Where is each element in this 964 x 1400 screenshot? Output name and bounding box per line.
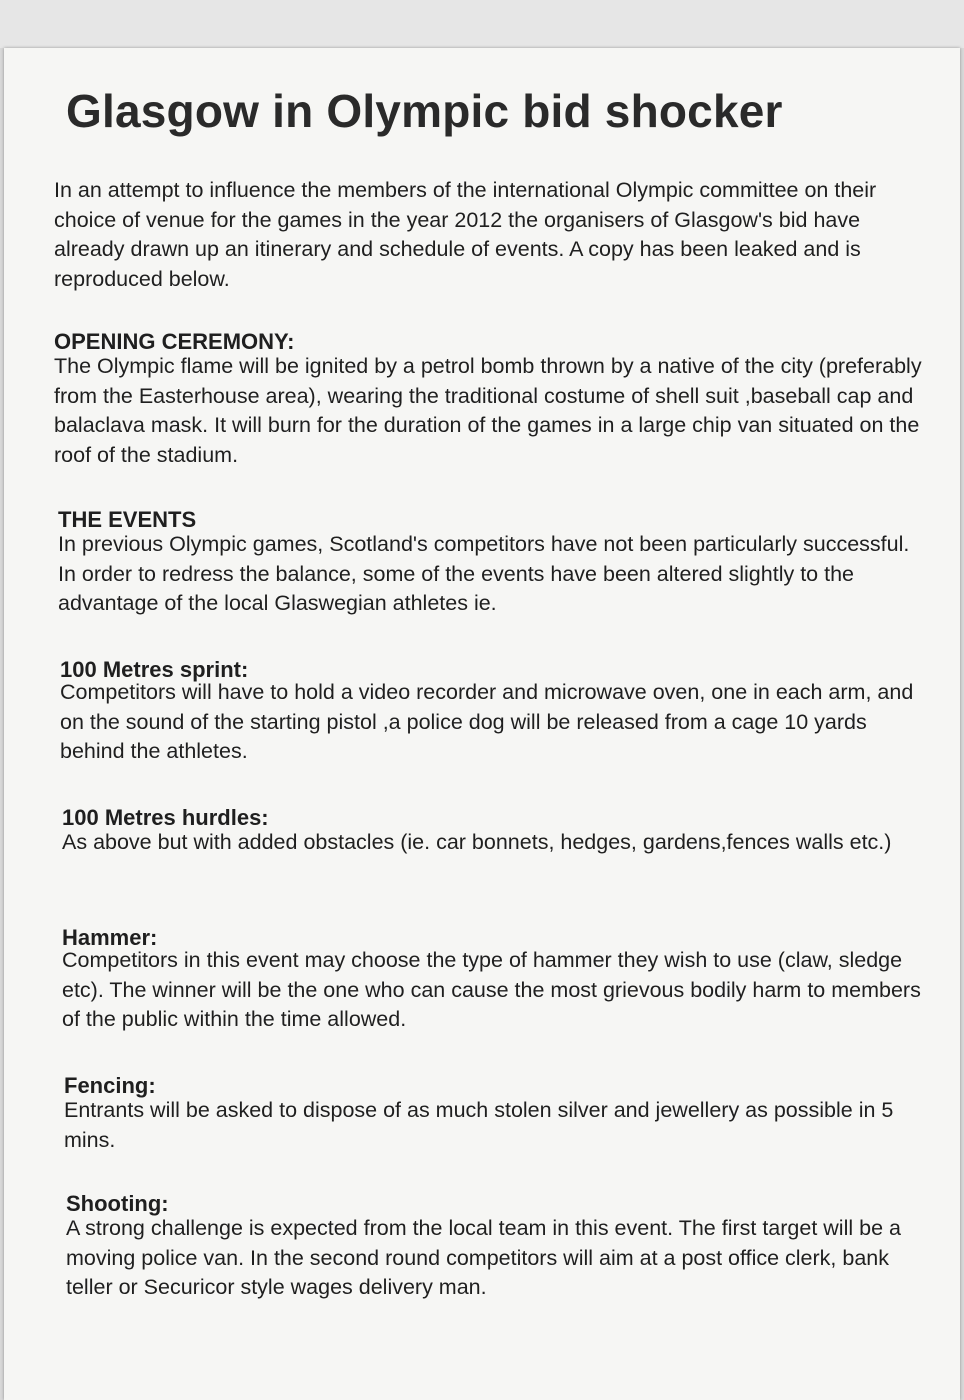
section-heading-100m-sprint: 100 Metres sprint:	[60, 657, 249, 682]
section-body-shooting: A strong challenge is expected from the local team in this event. The first target will be a moving police van. In the second round competitors will aim at a post office clerk, bank teller or Securicor style wages delivery man.	[66, 1216, 901, 1299]
section-body-opening-ceremony: The Olympic flame will be ignited by a petrol bomb thrown by a native of the city (preferably from the Easterhouse area), wearing the traditional costume of shell suit ,baseball cap and balaclava mask. It will burn for the duration of the games in a large chip van situated on the roof of the stadium.	[54, 354, 922, 467]
section-body-100m-hurdles: As above but with added obstacles (ie. car bonnets, hedges, gardens,fences walls etc.)	[62, 830, 892, 854]
section-heading-opening-ceremony: OPENING CEREMONY:	[54, 329, 295, 354]
section-heading-shooting: Shooting:	[66, 1191, 169, 1216]
scan-top-margin	[0, 0, 964, 48]
section-body-fencing: Entrants will be asked to dispose of as much stolen silver and jewellery as possible in 5 mins.	[64, 1098, 894, 1152]
section-body-100m-sprint: Competitors will have to hold a video recorder and microwave oven, one in each arm, and on the sound of the starting pistol ,a police dog will be released from a cage 10 yards behind the athletes.	[60, 680, 914, 763]
section-body-hammer: Competitors in this event may choose the type of hammer they wish to use (claw, sledge etc). The winner will be the one who can cause the most grievous bodily harm to members of the public within the time allowed.	[62, 948, 921, 1031]
section-heading-100m-hurdles: 100 Metres hurdles:	[62, 805, 269, 830]
intro-paragraph: In an attempt to influence the members of the international Olympic committee on their choice of venue for the games in the year 2012 the organisers of Glasgow's bid have already drawn up an itinerary and schedule of events. A copy has been leaked and is reproduced below.	[54, 178, 877, 291]
section-heading-the-events: THE EVENTS	[58, 507, 197, 532]
document-page	[4, 48, 960, 1400]
section-heading-fencing: Fencing:	[64, 1073, 156, 1098]
section-body-the-events: In previous Olympic games, Scotland's competitors have not been particularly successful. In order to redress the balance, some of the events have been altered slightly to the advantage of the local Glaswegian athletes ie.	[58, 532, 910, 615]
article-title: Glasgow in Olympic bid shocker	[66, 85, 783, 137]
section-heading-hammer: Hammer:	[62, 925, 158, 950]
